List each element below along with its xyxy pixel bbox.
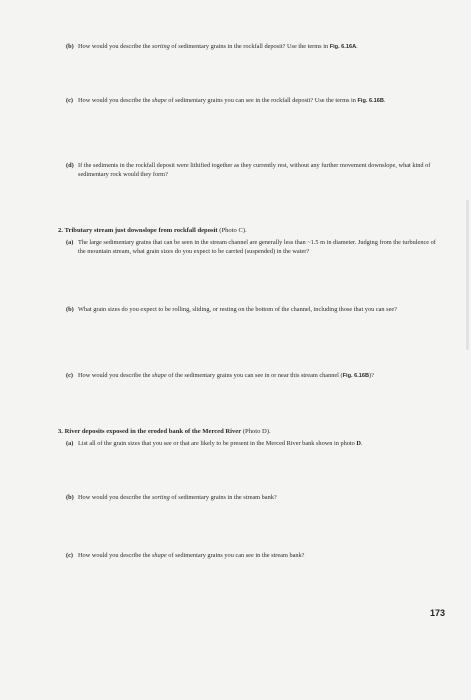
question-text: How would you describe the sorting of sedimentary grains in the rockfall deposit? Use the terms in Fig. 6.16A. [78,43,358,50]
section-3-heading [58,427,438,436]
figure-reference: Fig. 6.16B [342,373,370,379]
photo-reference: (Photo D). [242,428,271,435]
question-text: How would you describe the sorting of sedimentary grains in the stream bank? [78,494,277,501]
question-2c [66,371,446,381]
question-label: (b) [66,494,74,501]
figure-reference: Fig. 6.16B [357,98,384,104]
question-text: How would you describe the shape of sedimentary grains you can see in the stream bank? [78,552,305,559]
question-2a [66,238,444,256]
section-number: 2. [58,227,63,234]
question-text: The large sedimentary grains that can be seen in the stream channel are generally less than ~1.5 m in diameter. Judging from the turbulence of the mountain stream, what grain sizes do you expect to be carried (suspended) in the water? [78,239,436,255]
question-label: (c) [66,552,73,559]
question-label: (d) [66,162,74,169]
section-title: Tributary stream just downslope from rockfall deposit [64,227,218,234]
question-label: (a) [66,239,74,246]
section-2-heading [58,226,438,235]
page-number: 173 [430,608,446,618]
question-1b [66,42,426,52]
question-1d [66,161,436,179]
question-label: (b) [66,306,74,313]
question-text: How would you describe the shape of the sedimentary grains you can see in or near this stream channel (Fig. 6.16B)? [78,372,374,379]
question-3b [66,493,436,502]
question-1c [66,96,421,106]
question-label: (c) [66,372,73,379]
section-title: River deposits exposed in the eroded bank of the Merced River [64,428,242,435]
scrollbar[interactable] [466,200,469,350]
question-text: How would you describe the shape of sedimentary grains you can see in the rockfall deposit? Use the terms in Fig. 6.16B. [78,97,386,104]
question-text: If the sediments in the rockfall deposit were lithified together as they currently rest, without any further movement downslope, what kind of sedimentary rock would they form? [78,162,431,178]
question-label: (a) [66,440,74,447]
question-3c [66,551,436,560]
question-label: (c) [66,97,73,104]
figure-reference: Fig. 6.16A [329,44,357,50]
question-label: (b) [66,43,74,50]
question-text: What grain sizes do you expect to be rolling, sliding, or resting on the bottom of the channel, including those that you can see? [78,306,397,313]
question-3a [66,439,446,448]
question-2b [66,305,441,314]
photo-reference: (Photo C). [219,227,247,234]
question-text: List all of the grain sizes that you see or that are likely to be present in the Merced River bank shown in photo D. [78,440,363,447]
section-number: 3. [58,428,63,435]
